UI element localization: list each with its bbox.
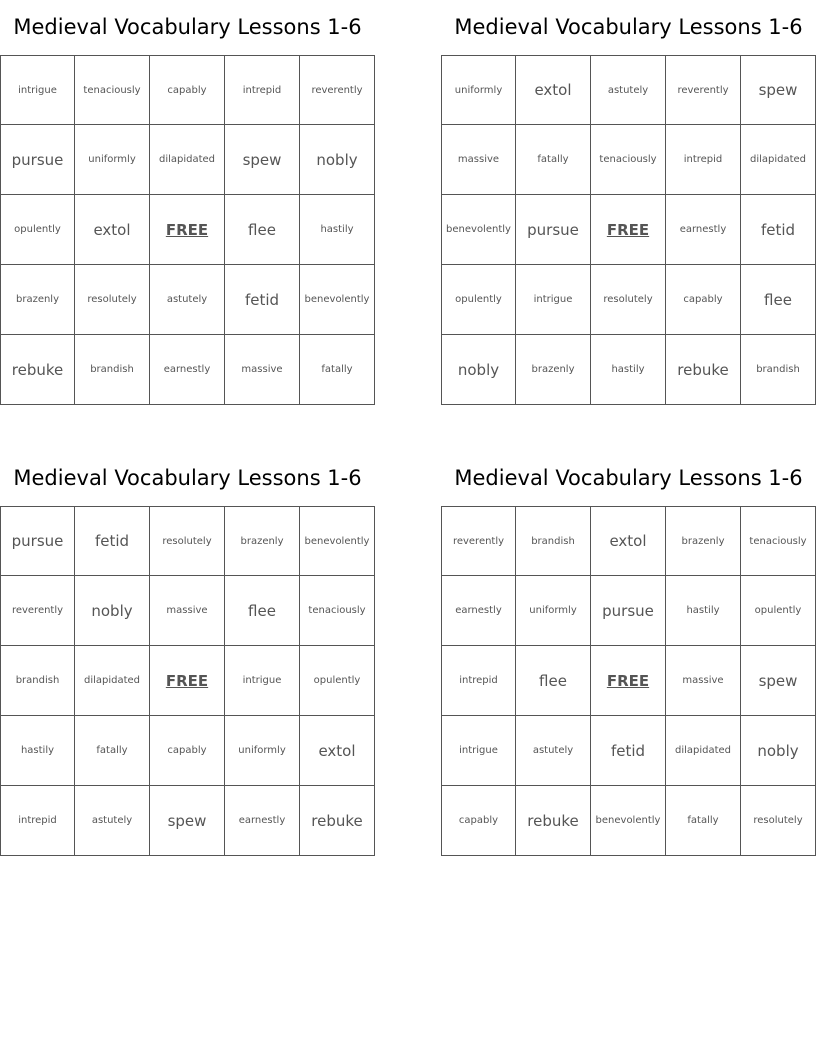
bingo-cell: reverently [666,55,741,125]
bingo-cell: brandish [516,506,591,576]
bingo-cell: opulently [741,576,816,646]
bingo-cell: uniformly [75,125,150,195]
bingo-cell: opulently [441,265,516,335]
bingo-cell: earnestly [225,786,300,856]
bingo-cell: fatally [666,786,741,856]
bingo-cell: tenaciously [300,576,375,646]
bingo-grid [0,55,375,405]
bingo-cell: dilapidated [666,716,741,786]
bingo-cell: massive [666,646,741,716]
free-space: FREE [150,646,225,716]
bingo-cell: pursue [0,506,75,576]
bingo-cell: astutely [150,265,225,335]
bingo-cell: capably [441,786,516,856]
bingo-cell: flee [225,576,300,646]
bingo-cell: hastily [300,195,375,265]
bingo-cell: fetid [75,506,150,576]
bingo-cell: fatally [300,335,375,405]
bingo-cell: uniformly [225,716,300,786]
bingo-cell: astutely [591,55,666,125]
bingo-cell: nobly [741,716,816,786]
bingo-cell: pursue [516,195,591,265]
bingo-cell: brazenly [0,265,75,335]
bingo-cell: reverently [0,576,75,646]
bingo-cell: spew [741,646,816,716]
bingo-cell: brandish [0,646,75,716]
card-title: Medieval Vocabulary Lessons 1-6 [13,15,362,39]
bingo-cell: reverently [441,506,516,576]
bingo-card-4 [441,451,816,856]
bingo-cell: extol [516,55,591,125]
bingo-cell: massive [225,335,300,405]
bingo-card-3 [0,451,375,856]
bingo-cell: uniformly [516,576,591,646]
bingo-cell: intrigue [225,646,300,716]
bingo-cell: earnestly [150,335,225,405]
bingo-cell: nobly [75,576,150,646]
bingo-cell: dilapidated [150,125,225,195]
bingo-cell: hastily [591,335,666,405]
bingo-grid [441,506,816,856]
bingo-cell: resolutely [150,506,225,576]
bingo-cell: astutely [516,716,591,786]
bingo-cell: dilapidated [75,646,150,716]
bingo-cell: astutely [75,786,150,856]
bingo-cell: benevolently [591,786,666,856]
bingo-cell: brazenly [225,506,300,576]
bingo-cell: reverently [300,55,375,125]
bingo-cell: intrepid [441,646,516,716]
bingo-grid [441,55,816,405]
bingo-cell: pursue [0,125,75,195]
bingo-cell: fatally [516,125,591,195]
bingo-cell: fatally [75,716,150,786]
bingo-card-1 [0,0,375,405]
bingo-cell: opulently [300,646,375,716]
bingo-cell: intrigue [441,716,516,786]
bingo-cell: resolutely [75,265,150,335]
bingo-cell: flee [225,195,300,265]
bingo-cell: flee [516,646,591,716]
bingo-cell: fetid [741,195,816,265]
free-space: FREE [591,195,666,265]
bingo-cell: uniformly [441,55,516,125]
bingo-grid [0,506,375,856]
bingo-cell: intrepid [666,125,741,195]
bingo-cell: massive [441,125,516,195]
bingo-cell: tenaciously [75,55,150,125]
bingo-card-2 [441,0,816,405]
bingo-cell: intrepid [0,786,75,856]
bingo-cell: resolutely [591,265,666,335]
bingo-cell: brazenly [666,506,741,576]
bingo-cell: hastily [666,576,741,646]
bingo-cell: extol [75,195,150,265]
bingo-cell: dilapidated [741,125,816,195]
card-title: Medieval Vocabulary Lessons 1-6 [13,466,362,490]
bingo-cell: brazenly [516,335,591,405]
bingo-cell: benevolently [300,265,375,335]
free-space: FREE [591,646,666,716]
bingo-cell: resolutely [741,786,816,856]
bingo-cell: capably [666,265,741,335]
bingo-cell: tenaciously [741,506,816,576]
card-title: Medieval Vocabulary Lessons 1-6 [454,466,803,490]
bingo-cell: massive [150,576,225,646]
bingo-cell: nobly [300,125,375,195]
bingo-cell: rebuke [300,786,375,856]
bingo-cell: brandish [741,335,816,405]
bingo-cell: intrepid [225,55,300,125]
bingo-cell: intrigue [516,265,591,335]
bingo-cell: hastily [0,716,75,786]
bingo-cell: rebuke [666,335,741,405]
bingo-cell: benevolently [300,506,375,576]
bingo-cell: nobly [441,335,516,405]
bingo-cell: earnestly [441,576,516,646]
bingo-cell: spew [741,55,816,125]
bingo-cell: opulently [0,195,75,265]
bingo-cell: tenaciously [591,125,666,195]
bingo-cell: spew [150,786,225,856]
bingo-cell: extol [591,506,666,576]
bingo-cell: spew [225,125,300,195]
bingo-cell: flee [741,265,816,335]
bingo-cell: earnestly [666,195,741,265]
bingo-cell: capably [150,55,225,125]
bingo-cell: pursue [591,576,666,646]
card-title: Medieval Vocabulary Lessons 1-6 [454,15,803,39]
bingo-cell: rebuke [0,335,75,405]
bingo-cell: capably [150,716,225,786]
bingo-cell: fetid [591,716,666,786]
bingo-cell: intrigue [0,55,75,125]
bingo-cell: brandish [75,335,150,405]
bingo-cell: rebuke [516,786,591,856]
bingo-cell: benevolently [441,195,516,265]
bingo-cell: fetid [225,265,300,335]
free-space: FREE [150,195,225,265]
bingo-cell: extol [300,716,375,786]
